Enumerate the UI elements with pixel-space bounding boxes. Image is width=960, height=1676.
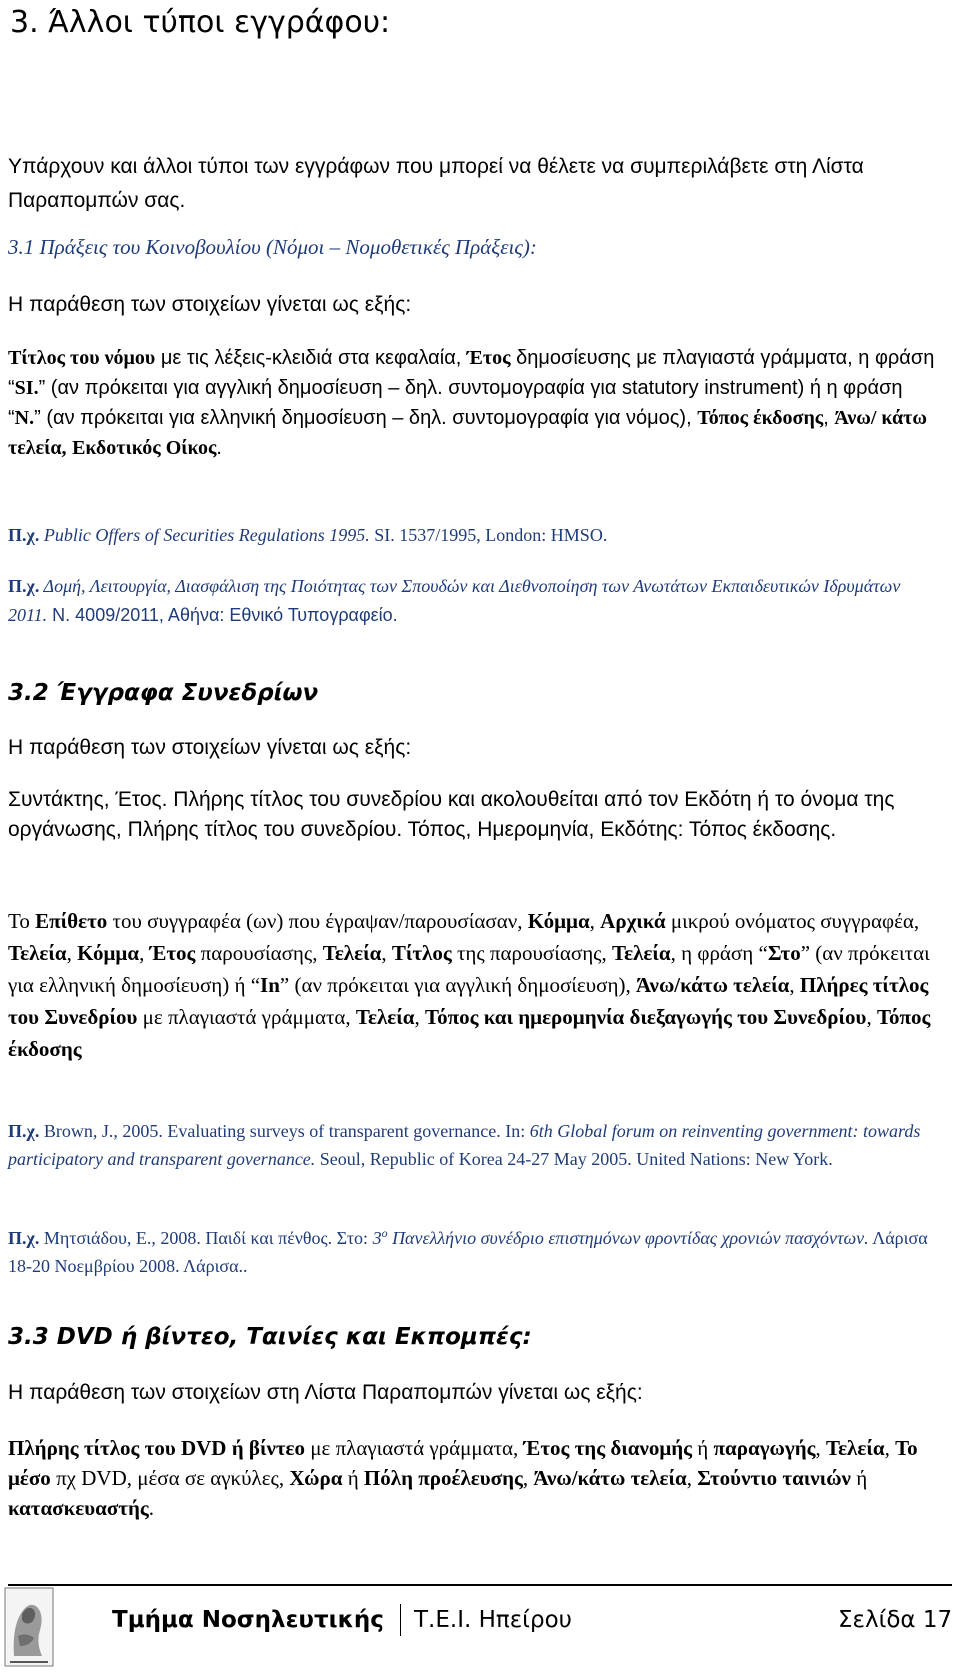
term: Τελεία bbox=[355, 1005, 415, 1029]
example-rest: Seoul, Republic of Korea 24-27 May 2005. United Nations: New York. bbox=[315, 1149, 833, 1169]
term: Τόπος και ημερομηνία διεξαγωγής του Συνεδρίου bbox=[425, 1005, 867, 1029]
text-run: , bbox=[66, 941, 78, 965]
term: Αρχικά bbox=[600, 909, 666, 933]
text-run: , bbox=[815, 1436, 826, 1460]
example-rest: SI. 1537/1995, London: HMSO. bbox=[369, 525, 608, 545]
term-place: Τόπος έκδοσης bbox=[697, 407, 824, 429]
term: Τελεία bbox=[825, 1436, 885, 1460]
example-title: Δομή, Λειτουργία, Διασφάλιση της Ποιότητας των Σπουδών και Διεθνοποίηση των Ανωτάτων Εκπαιδευτικών Ιδρυμάτων 2011. bbox=[8, 576, 901, 625]
text-run: , bbox=[589, 909, 601, 933]
term-si: SI. bbox=[14, 377, 39, 399]
text-run: με τις λέξεις-κλειδιά στα κεφαλαία, bbox=[155, 347, 467, 369]
term: Πόλη προέλευσης bbox=[363, 1466, 523, 1490]
term: Επίθετο bbox=[35, 909, 108, 933]
term: Τελεία bbox=[8, 941, 67, 965]
text-run: , bbox=[884, 1436, 896, 1460]
example-3-2-b bbox=[8, 1219, 938, 1280]
institution-logo-icon bbox=[4, 1586, 54, 1668]
text-run: , η φράση “ bbox=[670, 941, 768, 965]
text-run: της παρουσίασης, bbox=[451, 941, 612, 965]
text-run: ” (αν πρόκειται για ελληνική δημοσίευση – δηλ. συντομογραφία για νόμος), bbox=[34, 407, 698, 429]
text-run: ή bbox=[342, 1466, 364, 1490]
format-detail-3-2 bbox=[8, 905, 938, 1065]
example-3-1-b bbox=[8, 572, 938, 630]
text-run: , bbox=[522, 1466, 534, 1490]
term: In bbox=[260, 973, 280, 997]
term: Έτος bbox=[149, 941, 196, 965]
text-run: μικρού ονόματος συγγραφέα, bbox=[665, 909, 920, 933]
term: Τελεία bbox=[322, 941, 382, 965]
example-label: Π.χ. bbox=[8, 1121, 40, 1141]
ordinal-number: 3 bbox=[372, 1228, 382, 1248]
term: Έτος της διανομής bbox=[523, 1436, 693, 1460]
example-title: 6th Global forum on reinventing government: towards participatory and transparent governance. bbox=[8, 1121, 921, 1169]
intro-paragraph: Υπάρχουν και άλλοι τύποι των εγγράφων που μπορεί να θέλετε να συμπεριλάβετε στη Λίστα Παραπομπών σας. bbox=[8, 155, 864, 212]
term: Χώρα bbox=[289, 1466, 343, 1490]
text-run: ” (αν πρόκειται για αγγλική δημοσίευση), bbox=[279, 973, 636, 997]
example-rest: Ν. 4009/2011, Αθήνα: Εθνικό Τυπογραφείο. bbox=[47, 605, 398, 625]
example-title bbox=[373, 1228, 869, 1248]
text-run: του συγγραφέα (ων) που έγραψαν/παρουσίασαν, bbox=[107, 909, 528, 933]
subsection-title-3-1: 3.1 Πράξεις του Κοινοβουλίου (Νόμοι – Νομοθετικές Πράξεις): bbox=[8, 235, 537, 259]
text-run: , bbox=[686, 1466, 698, 1490]
footer-divider bbox=[400, 1604, 401, 1636]
text-run: παρουσίασης, bbox=[195, 941, 323, 965]
text-run: , bbox=[789, 973, 800, 997]
title-text: Πανελλήνιο συνέδριο επιστημόνων φροντίδας χρονιών πασχόντων. bbox=[387, 1228, 869, 1248]
text-run: ” (αν πρόκειται για αγγλική δημοσίευση – δηλ. συντομογραφία για statutory instrument) ή η φράση “ bbox=[8, 377, 903, 429]
format-description-3-2: Συντάκτης, Έτος. Πλήρης τίτλος του συνεδρίου και ακολουθείται από τον Εκδότη ή το όνομα της οργάνωσης, Πλήρης τίτλος του συνεδρίου. Τόπος, Ημερομηνία, Εκδότης: Τόπος έκδοσης. bbox=[8, 788, 895, 841]
term: Πλήρες τίτλος του Συνεδρίου bbox=[8, 973, 929, 1029]
term: Κόμμα bbox=[527, 909, 590, 933]
text-run: με πλαγιαστά γράμματα, bbox=[305, 1436, 524, 1460]
text-run: ή bbox=[850, 1466, 868, 1490]
term: Τόπος έκδοσης bbox=[8, 1005, 931, 1061]
ordinal-suffix: ο bbox=[381, 1226, 388, 1240]
footer-rule bbox=[8, 1584, 952, 1586]
example-text: Μητσιάδου, Ε., 2008. Παιδί και πένθος. Στο: bbox=[39, 1228, 373, 1248]
footer-page-number: Σελίδα 17 bbox=[838, 1607, 953, 1633]
example-label: Π.χ. bbox=[8, 1228, 40, 1248]
term: Κόμμα bbox=[77, 941, 140, 965]
subsection-intro-3-1: Η παράθεση των στοιχείων γίνεται ως εξής: bbox=[8, 293, 412, 316]
text-run: ή bbox=[692, 1436, 714, 1460]
example-text: Brown, J., 2005. Evaluating surveys of transparent governance. In: bbox=[39, 1121, 530, 1141]
text-run: . bbox=[216, 437, 222, 459]
term: Τίτλος bbox=[391, 941, 452, 965]
subsection-intro-3-3: Η παράθεση των στοιχείων στη Λίστα Παραπομπών γίνεται ως εξής: bbox=[8, 1381, 643, 1404]
footer-institution: Τ.Ε.Ι. Ηπείρου bbox=[414, 1607, 572, 1633]
term: κατασκευαστής bbox=[8, 1496, 149, 1520]
term: παραγωγής bbox=[713, 1436, 816, 1460]
term-year: Έτος bbox=[466, 347, 511, 369]
text-run: . bbox=[148, 1496, 154, 1520]
text-run: Το bbox=[8, 909, 36, 933]
text-run: ” (αν πρόκειται για ελληνική δημοσίευση) ή “ bbox=[8, 941, 930, 997]
text-run: με πλαγιαστά γράμματα, bbox=[137, 1005, 356, 1029]
term: Το μέσο bbox=[8, 1436, 918, 1490]
term: Στούντιο ταινιών bbox=[697, 1466, 851, 1490]
example-3-1-a bbox=[8, 521, 938, 549]
example-3-2-a bbox=[8, 1117, 938, 1173]
text-run: , bbox=[139, 941, 150, 965]
term-publisher: Εκδοτικός Οίκος bbox=[72, 437, 217, 459]
format-description-3-1 bbox=[8, 343, 938, 463]
text-run: , bbox=[866, 1005, 877, 1029]
subsection-title-3-2: 3.2 Έγγραφα Συνεδρίων bbox=[8, 680, 319, 706]
term: Άνω/κάτω τελεία bbox=[533, 1466, 687, 1490]
term-colon: Άνω/ κάτω τελεία, bbox=[8, 407, 927, 459]
example-label: Π.χ. bbox=[8, 525, 40, 545]
text-run: , bbox=[414, 1005, 425, 1029]
format-description-3-3 bbox=[8, 1433, 938, 1523]
term: Πλήρης τίτλος του DVD ή βίντεο bbox=[8, 1436, 306, 1460]
text-run: δημοσίευσης με πλαγιαστά γράμματα, η φράση “ bbox=[8, 347, 935, 399]
term-n: N. bbox=[14, 407, 35, 429]
example-title: Public Offers of Securities Regulations 1995. bbox=[39, 525, 370, 545]
subsection-intro-3-2: Η παράθεση των στοιχείων γίνεται ως εξής: bbox=[8, 736, 412, 759]
section-heading: 3. Άλλοι τύποι εγγράφου: bbox=[10, 5, 391, 40]
text-run: , bbox=[823, 407, 835, 429]
footer-department: Τμήμα Νοσηλευτικής bbox=[112, 1607, 384, 1633]
text-run: πχ DVD, μέσα σε αγκύλες, bbox=[50, 1466, 290, 1490]
term-law-title: Τίτλος του νόμου bbox=[8, 347, 156, 369]
subsection-title-3-3: 3.3 DVD ή βίντεο, Ταινίες και Εκπομπές: bbox=[8, 1324, 532, 1350]
term: Στο bbox=[767, 941, 801, 965]
example-rest: Λάρισα 18-20 Νοεμβρίου 2008. Λάρισα.. bbox=[8, 1228, 928, 1276]
term: Άνω/κάτω τελεία bbox=[635, 973, 790, 997]
logo-graphic bbox=[4, 1586, 54, 1668]
term: Τελεία bbox=[612, 941, 671, 965]
text-run: , bbox=[381, 941, 392, 965]
example-label: Π.χ. bbox=[8, 576, 40, 596]
